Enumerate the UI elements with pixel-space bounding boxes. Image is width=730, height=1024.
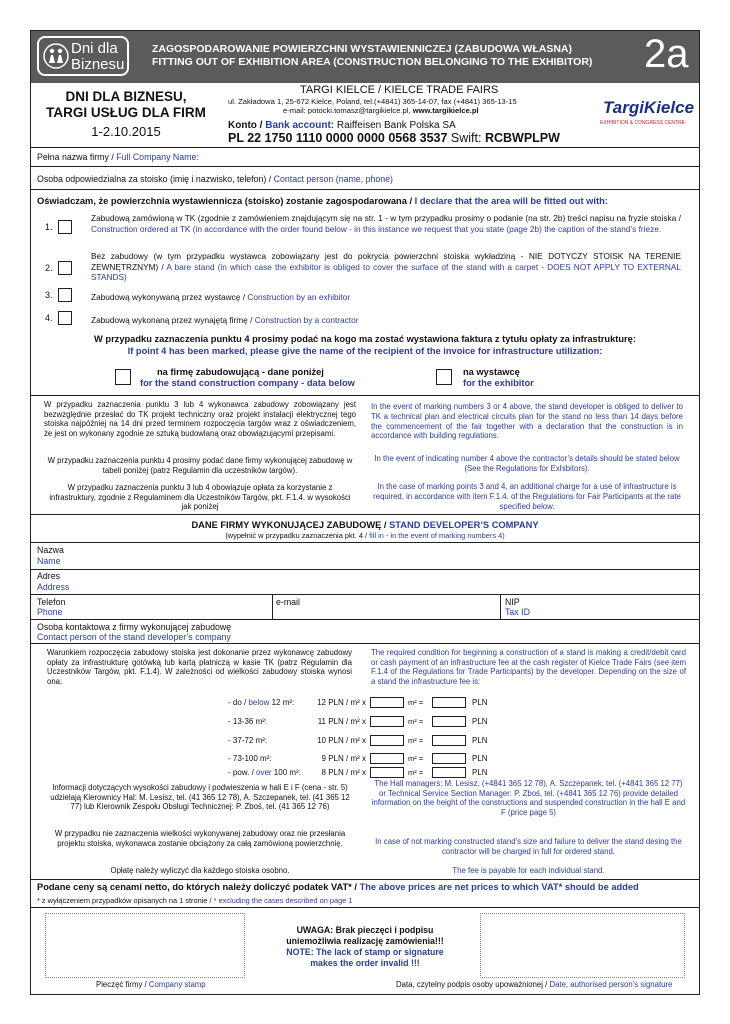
company-name-label[interactable] — [37, 152, 199, 162]
option-1-number: 1. — [45, 222, 53, 232]
fee-rate: 10 PLN / m² x — [317, 736, 366, 745]
form-title-en: FITTING OUT OF EXHIBITION AREA (CONSTRUCTION BELONGING TO THE EXHIBITOR) — [152, 56, 593, 68]
dev-name-label-en: Name — [37, 556, 61, 566]
fee-payable-pl: Opłatę należy wyliczyć dla każdego stoiska osobno. — [110, 866, 290, 875]
invoice-contractor-en: for the stand construction company - data below — [140, 378, 355, 388]
warning-box — [270, 925, 460, 969]
option-1-checkbox[interactable] — [58, 220, 72, 234]
company-stamp-label — [96, 980, 206, 989]
currency-label: PLN — [472, 768, 488, 777]
invoice-contractor-pl: na firmę zabudowującą - dane poniżej — [157, 367, 324, 377]
option-text-en: A bare stand (in which case the exhibitor is obliged to cover the surface of the stand with a carpet - DOES NOT APPLY TO EXTERNAL STANDS) — [91, 261, 681, 282]
area-m2-input[interactable] — [370, 697, 404, 708]
heading-pl: Oświadczam, że powierzchnia wystawiennicza (stoisko) zostanie zagospodarowana / — [37, 196, 415, 206]
company-stamp-area[interactable] — [45, 913, 245, 978]
divider — [31, 166, 699, 167]
fee-range — [228, 736, 267, 745]
label-en: Full Company Name: — [116, 152, 199, 162]
organizer-address: ul. Zakładowa 1, 25-672 Kielce, Poland, tel.(+4841) 365-14-07, fax (+4841) 365-13-15 — [228, 97, 517, 106]
note-en-1: In the event of marking numbers 3 or 4 above, the stand developer is obliged to deliver to TK a technical plan and electrical circuits plan for the stand no less than 14 days before the commencement of the fair together with a declaration that the construction is in accordance with building regulations. — [371, 402, 683, 441]
heading-en: I declare that the area will be fitted out with: — [414, 196, 608, 206]
divider — [31, 619, 699, 620]
range-end: 12 m²: — [269, 698, 295, 707]
bank-account-line — [228, 120, 456, 131]
dni-dla-biznesu-logo — [37, 36, 129, 76]
note-en-2: In the event of indicating number 4 above the contractor’s details should be stated below (See the Regulations for Exhibitors). — [374, 454, 680, 473]
heading-pl: DANE FIRMY WYKONUJĄCEJ ZABUDOWĘ / — [191, 520, 390, 530]
divider — [31, 514, 699, 515]
option-3-number: 3. — [45, 290, 53, 300]
divider — [31, 569, 699, 570]
dev-phone-label-en: Phone — [37, 607, 63, 617]
iban: PL 22 1750 1110 0000 0000 0568 3537 — [228, 131, 448, 145]
area-m2-input[interactable] — [370, 716, 404, 727]
sub-pl: (wypełnić w przypadku zaznaczenia pkt. 4 / — [225, 531, 370, 540]
label-pl: Pełna nazwa firmy / — [37, 152, 117, 162]
option-text-pl: Zabudową zamówioną w TK (zgodnie z zamówieniem znajdującym się na str. 1 - w tym przypadku prosimy o podanie (na str. 2b) treści napisu na fryzie stoiska / — [91, 213, 681, 223]
stamp-label-en: Company stamp — [148, 980, 206, 989]
currency-label: PLN — [472, 736, 488, 745]
email-text: e-mail: potocki.tomasz@targikielce.pl, — [283, 106, 413, 115]
label-en: Contact person (name, phone) — [273, 174, 393, 184]
divider — [31, 594, 699, 595]
fee-total-input[interactable] — [432, 697, 466, 708]
warning-pl-line2: uniemożliwia realizację zamówienia!!! — [286, 936, 444, 946]
option-4-text — [91, 315, 358, 325]
targi-kielce-tagline: EXHIBITION & CONGRESS CENTRE — [600, 120, 686, 126]
area-m2-input[interactable] — [370, 735, 404, 746]
footnote-pl: * z wyłączeniem przypadków opisanych na 1 stronie / — [37, 896, 214, 905]
note-pl-3: W przypadku zaznaczenia punktu 3 lub 4 obowiązuje opłata za korzystanie z infrastruktury, zgodnie z Regulaminem dla Uczestników Targów, pkt. F.1.4. w wysokości jak poniżej — [49, 483, 351, 511]
divider — [31, 189, 699, 190]
bank-name: Raiffeisen Bank Polska SA — [336, 120, 456, 131]
note-pl-1: W przypadku zaznaczenia punktu 3 lub 4 wykonawca zabudowy zobowiązany jest bezwzględnie przesłać do TK projekt techniczny oraz projekt instalacji elektrycznej tego stoiska najpóźniej na 14 dni przed terminem rozpoczęcia targów wraz z oświadczeniem, że jest on wykonany zgodnie ze sztuką budowlaną oraz obowiązującymi przepisami. — [44, 400, 356, 438]
range-text: - pow. / — [228, 768, 257, 777]
divider — [31, 907, 699, 908]
range-text: - do / — [228, 698, 249, 707]
invoice-exhibitor-en: for the exhibitor — [463, 378, 534, 388]
option-text-pl: Bez zabudowy (w tym przypadku wystawca zobowiązany jest do pokrycia powierzchni stoiska wykładziną - NIE DOTYCZY STOISK NA TERENIE ZEWNĘTRZNYM) / — [91, 251, 681, 272]
account-label-pl: Konto / — [228, 120, 266, 131]
no-size-note-en: In case of not marking constructed stand’s size and failure to deliver the stand desing the contractor will be charged in full for ordered stand. — [375, 837, 682, 856]
prices-note-pl: Podane ceny są cenami netto, do których należy doliczyć podatek VAT* / — [37, 882, 360, 892]
dev-contact-label-pl[interactable]: Osoba kontaktowa z firmy wykonującej zabudowę — [37, 622, 232, 632]
dev-nip-label-pl[interactable]: NIP — [505, 597, 520, 607]
warning-pl-line1: UWAGA: Brak pieczęci i podpisu — [296, 925, 434, 935]
logo-text-line2: Biznesu — [71, 56, 125, 73]
option-text-pl: Zabudową wykonaną przez wynajętą firmę / — [91, 315, 255, 325]
prices-footnote — [37, 896, 353, 905]
invoice-question-en: If point 4 has been marked, please give the name of the recipient of the invoice for infrastructure utilization: — [127, 346, 603, 356]
website-link[interactable]: www.targikielce.pl — [412, 106, 479, 115]
targi-kielce-logo: TargiKielce — [603, 98, 695, 117]
option-2-checkbox[interactable] — [58, 261, 72, 275]
warning-en-line2: makes the order invalid !!! — [310, 958, 420, 968]
divider — [31, 147, 699, 148]
divider — [31, 542, 699, 543]
invoice-contractor-checkbox[interactable] — [115, 369, 131, 385]
people-icon — [43, 43, 69, 69]
currency-label: PLN — [472, 717, 488, 726]
range-text: - 73-100 m²: — [228, 754, 272, 763]
invoice-exhibitor-pl: na wystawcę — [463, 367, 520, 377]
form-number: 2a — [644, 32, 689, 76]
hall-info-pl: Informacji dotyczących wysokości zabudowy i podwieszenia w hali E i F (cena - str. 5) udzielają Kierownicy Hal: M. Lesisz, tel. (41 365 12 78), A. Szczepanek, tel. (41 365 12 77) lub Kierownik Zespołu Obsługi Technicznej: P. Zboś, tel. (41 365 12 76) — [50, 783, 350, 812]
iban-line — [228, 131, 560, 145]
declaration-heading — [37, 196, 608, 206]
divider — [31, 643, 699, 644]
event-name-line1: DNI DLA BIZNESU, — [65, 89, 187, 104]
range-text: - 13-36 m²: — [228, 717, 268, 726]
dev-contact-label-en: Contact person of the stand developer’s company — [37, 632, 231, 642]
divider — [31, 395, 699, 396]
fee-rate: 12 PLN / m² x — [317, 698, 366, 707]
option-text-en: Construction by an exhibitor — [247, 292, 351, 302]
fee-total-input[interactable] — [432, 767, 466, 778]
fee-intro-pl: Warunkiem rozpoczęcia zabudowy stoiska jest dokonanie przez wykonawcę zabudowy opłaty za infrastrukturę gotówką lub kartą płatniczą w kasie TK (patrz Regulamin dla Uczestników Targów, pkt. F.1.4). W zależności od wielkości zabudowy stoiska wynosi ona: — [47, 648, 352, 686]
label-pl: Osoba odpowiedzialna za stoisko (imię i nazwisko, telefon) / — [37, 174, 274, 184]
event-dates: 1-2.10.2015 — [91, 124, 161, 139]
fee-range — [228, 768, 301, 777]
form-title-pl: ZAGOSPODAROWANIE POWIERZCHNI WYSTAWIENNICZEJ (ZABUDOWA WŁASNA) — [152, 43, 572, 55]
fee-payable-en: The fee is payable for each individual stand. — [452, 866, 605, 875]
warning-en-line1: NOTE: The lack of stamp or signature — [286, 947, 444, 957]
option-3-text — [91, 292, 350, 302]
dev-email-label[interactable]: e-mail — [276, 597, 300, 607]
no-size-note-pl: W przypadku nie zaznaczenia wielkości wykonywanej zabudowy oraz nie przesłania projektu stoiska, wykonawca zostanie obciążony za całą zamówioną powierzchnię. — [54, 829, 346, 848]
divider — [31, 879, 699, 880]
prices-note-en: The above prices are net prices to which VAT* should be added — [359, 882, 639, 892]
range-text: - 37-72 m²: — [228, 736, 268, 745]
divider-vertical — [500, 594, 501, 619]
contact-person-label[interactable] — [37, 174, 393, 184]
dev-address-label-pl[interactable]: Adres — [37, 571, 60, 581]
fee-range — [228, 717, 267, 726]
logo-text-line1: Dni dla — [71, 40, 118, 57]
invoice-exhibitor-checkbox[interactable] — [436, 369, 452, 385]
signature-label-pl: Data, czytelny podpis osoby upoważnionej / — [396, 980, 550, 989]
stamp-label-pl: Pieczęć firmy / — [96, 980, 149, 989]
option-text-en: Construction by a contractor — [254, 315, 359, 325]
account-label-en: Bank account: — [265, 120, 337, 131]
signature-area[interactable] — [480, 913, 685, 978]
swift-label: Swift: — [447, 131, 485, 145]
fee-rate: 8 PLN / m² x — [321, 768, 366, 777]
option-1-text — [91, 213, 681, 234]
event-name-line2: TARGI USŁUG DLA FIRM — [46, 105, 206, 120]
developer-heading — [31, 520, 699, 530]
signature-label-en: Date, authorised person’s signature — [549, 980, 673, 989]
range-end: 100 m²: — [271, 768, 301, 777]
range-text-en: below — [248, 698, 270, 707]
m2-equals: m² = — [408, 698, 424, 707]
fee-total-input[interactable] — [432, 735, 466, 746]
m2-equals: m² = — [408, 754, 424, 763]
dev-name-label-pl[interactable]: Nazwa — [37, 545, 64, 555]
heading-en: STAND DEVELOPER’S COMPANY — [389, 520, 539, 530]
fee-total-input[interactable] — [432, 753, 466, 764]
fee-total-input[interactable] — [432, 716, 466, 727]
area-m2-input[interactable] — [370, 753, 404, 764]
divider-vertical — [272, 594, 273, 619]
area-m2-input[interactable] — [370, 767, 404, 778]
option-text-pl: Zabudową wykonywaną przez wystawcę / — [91, 292, 248, 302]
hall-info-en: The Hall managers: M. Lesisz, (+4841 365 12 78), A. Szczepanek, tel. (+4841 365 12 77) or Technical Service Section Manager: P. Zboś, tel. (+4841 365 12 76) provide detailed information on the height of the constructions and suspended construction in the hall E and F (price page 5) — [371, 779, 686, 817]
m2-equals: m² = — [408, 717, 424, 726]
range-text-en: over — [256, 768, 272, 777]
organizer-email — [283, 106, 479, 115]
organizer-name: TARGI KIELCE / KIELCE TRADE FAIRS — [300, 84, 499, 96]
option-2-number: 2. — [45, 263, 53, 273]
dev-phone-label-pl[interactable]: Telefon — [37, 597, 66, 607]
dev-address-label-en: Address — [37, 582, 70, 592]
currency-label: PLN — [472, 754, 488, 763]
footnote-en: * excluding the cases described on page 1 — [213, 896, 353, 905]
developer-subheading — [31, 531, 699, 540]
fee-range — [228, 698, 294, 707]
dev-nip-label-en: Tax ID — [505, 607, 530, 617]
fee-rate: 9 PLN / m² x — [321, 754, 366, 763]
fee-intro-en: The required condition for beginning a construction of a stand is making a credit/debit card or cash payment of an infrastructure fee at the cash register of Kielce Trade Fairs (see item F.1.4 of the Regulations for Trade Participants) by the developer. Depending on the size of a stand the infrastructure fee is: — [371, 648, 686, 686]
option-4-checkbox[interactable] — [58, 311, 72, 325]
prices-note — [37, 882, 639, 892]
option-4-number: 4. — [45, 313, 53, 323]
note-pl-2: W przypadku zaznaczenia punktu 4 prosimy podać dane firmy wykonującej zabudowę w tabeli poniżej (patrz Regulamin dla uczestników targów). — [47, 456, 353, 475]
option-text-en: Construction ordered at TK (in accordance with the order found below - in this instance we request that you state (page 2b) the caption of the stand’s frieze. — [91, 223, 662, 234]
option-2-text — [91, 251, 681, 283]
m2-equals: m² = — [408, 736, 424, 745]
m2-equals: m² = — [408, 768, 424, 777]
option-3-checkbox[interactable] — [58, 288, 72, 302]
swift-code: RCBWPLPW — [484, 131, 560, 145]
sub-en: fill in - in the event of marking numbers 4) — [369, 531, 505, 540]
fee-range — [228, 754, 272, 763]
note-en-3: In the case of marking points 3 and 4, an additional charge for a use of infrastructure is required, in accordance with item F.1.4. of the Regulations for Fair Participants at the rate specified below. — [373, 482, 681, 511]
invoice-question-pl: W przypadku zaznaczenia punktu 4 prosimy podać na kogo ma zostać wystawiona faktura z tytułu opłaty za infrastrukturę: — [94, 334, 636, 344]
currency-label: PLN — [472, 698, 488, 707]
fee-rate: 11 PLN / m² x — [317, 717, 366, 726]
signature-label — [396, 980, 672, 989]
